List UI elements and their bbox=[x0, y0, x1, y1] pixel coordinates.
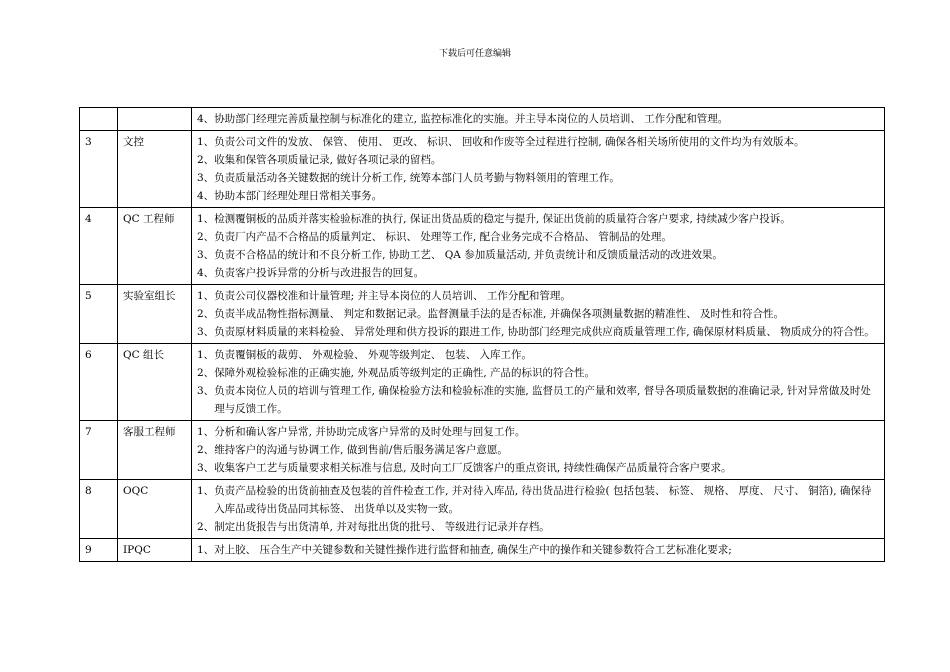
duty-item bbox=[197, 228, 879, 246]
duty-item bbox=[197, 441, 879, 459]
duty-number: 1、 bbox=[197, 213, 215, 225]
header-note: 下载后可任意编辑 bbox=[438, 49, 511, 59]
duty-number: 1、 bbox=[197, 426, 215, 438]
role-name: 文控 bbox=[118, 131, 192, 208]
role-name bbox=[118, 108, 192, 131]
duty-text: 保障外观检验标准的正确实施, 外观品质等级判定的正确性, 产品的标识的符合性。 bbox=[214, 367, 596, 379]
table-row bbox=[80, 539, 885, 562]
duty-item bbox=[197, 169, 879, 187]
duty-list bbox=[192, 539, 885, 562]
row-number: 4 bbox=[80, 208, 118, 285]
duty-number: 3、 bbox=[197, 462, 215, 474]
duty-number: 3、 bbox=[197, 326, 215, 338]
duty-number: 4、 bbox=[197, 267, 215, 279]
row-number bbox=[80, 108, 118, 131]
row-number: 8 bbox=[80, 480, 118, 539]
role-name: QC 组长 bbox=[118, 344, 192, 421]
duty-list bbox=[192, 108, 885, 131]
duty-item bbox=[197, 364, 879, 382]
table-row bbox=[80, 344, 885, 421]
duty-item bbox=[197, 133, 879, 151]
duty-item bbox=[197, 382, 879, 418]
duty-number: 1、 bbox=[197, 544, 215, 556]
duty-text: 协助本部门经理处理日常相关事务。 bbox=[214, 190, 383, 202]
duty-item bbox=[197, 323, 879, 341]
duty-text: 维持客户的沟通与协调工作, 做到售前/售后服务满足客户意愿。 bbox=[214, 444, 508, 456]
duty-text: 制定出货报告与出货清单, 并对每批出货的批号、 等级进行记录并存档。 bbox=[214, 521, 550, 533]
table-row bbox=[80, 285, 885, 344]
duty-list bbox=[192, 131, 885, 208]
duty-item bbox=[197, 210, 879, 228]
duty-number: 3、 bbox=[197, 385, 215, 397]
role-name: 实验室组长 bbox=[118, 285, 192, 344]
duty-number: 4、 bbox=[197, 113, 215, 125]
row-number: 3 bbox=[80, 131, 118, 208]
duty-list bbox=[192, 344, 885, 421]
duty-text: 负责原材料质量的来料检验、 异常处理和供方投诉的跟进工作, 协助部门经理完成供应商质量管理工作, 确保原材料质量、 物质成分的符合性。 bbox=[214, 326, 875, 338]
duty-text: 负责产品检验的出货前抽查及包装的首件检查工作, 并对待入库品, 待出货品进行检验( 包括包装、 标签、 规格、 厚度、 尺寸、 铜箔), 确保待入库品或待出货品同其标签、 出货单以及实物一致。 bbox=[214, 485, 872, 515]
duty-number: 2、 bbox=[197, 308, 215, 320]
table-row bbox=[80, 421, 885, 480]
duty-item bbox=[197, 305, 879, 323]
table-row bbox=[80, 480, 885, 539]
duty-text: 负责半成品物性指标测量、 判定和数据记录。监督测量手法的是否标准, 并确保各项测量数据的精准性、 及时性和符合性。 bbox=[214, 308, 785, 320]
duty-text: 负责公司文件的发放、 保管、 使用、 更改、 标识、 回收和作废等全过程进行控制, 确保各相关场所使用的文件均为有效版本。 bbox=[214, 136, 805, 148]
duty-item bbox=[197, 482, 879, 518]
table-row bbox=[80, 108, 885, 131]
role-name: OQC bbox=[118, 480, 192, 539]
duty-number: 3、 bbox=[197, 172, 215, 184]
duty-number: 2、 bbox=[197, 367, 215, 379]
duty-list bbox=[192, 208, 885, 285]
duty-item bbox=[197, 541, 879, 559]
duty-number: 4、 bbox=[197, 190, 215, 202]
duty-item bbox=[197, 110, 879, 128]
duty-item bbox=[197, 423, 879, 441]
duty-text: 负责本岗位人员的培训与管理工作, 确保检验方法和检验标准的实施, 监督员工的产量和效率, 督导各项质量数据的准确记录, 针对异常做及时处理与反馈工作。 bbox=[214, 385, 871, 415]
duty-item bbox=[197, 518, 879, 536]
duty-item bbox=[197, 287, 879, 305]
duty-item bbox=[197, 346, 879, 364]
duty-item bbox=[197, 246, 879, 264]
duty-number: 2、 bbox=[197, 521, 215, 533]
duty-item bbox=[197, 459, 879, 477]
duty-text: 收集和保管各项质量记录, 做好各项记录的留档。 bbox=[214, 154, 442, 166]
duty-text: 负责覆铜板的裁剪、 外观检验、 外观等级判定、 包装、 入库工作。 bbox=[214, 349, 533, 361]
duty-text: 负责不合格品的统计和不良分析工作, 协助工艺、 QA 参加质量活动, 并负责统计和反馈质量活动的改进效果。 bbox=[214, 249, 723, 261]
duty-text: 检测覆铜板的品质并落实检验标准的执行, 保证出货品质的稳定与提升, 保证出货前的质量符合客户要求, 持续减少客户投诉。 bbox=[214, 213, 791, 225]
duties-table bbox=[79, 107, 885, 562]
duty-list bbox=[192, 480, 885, 539]
duty-item bbox=[197, 151, 879, 169]
duty-list bbox=[192, 421, 885, 480]
duty-number: 1、 bbox=[197, 290, 215, 302]
duty-number: 2、 bbox=[197, 444, 215, 456]
duty-item bbox=[197, 264, 879, 282]
row-number: 6 bbox=[80, 344, 118, 421]
duty-item bbox=[197, 187, 879, 205]
duties-table-body bbox=[80, 108, 885, 562]
table-row bbox=[80, 131, 885, 208]
table-row bbox=[80, 208, 885, 285]
row-number: 7 bbox=[80, 421, 118, 480]
duty-number: 3、 bbox=[197, 249, 215, 261]
duty-text: 负责质量活动各关键数据的统计分析工作, 统筹本部门人员考勤与物料领用的管理工作。 bbox=[214, 172, 620, 184]
duty-text: 收集客户工艺与质量要求相关标准与信息, 及时向工厂反馈客户的重点资讯, 持续性确保产品质量符合客户要求。 bbox=[214, 462, 732, 474]
duty-list bbox=[192, 285, 885, 344]
duty-text: 负责公司仪器校准和计量管理; 并主导本岗位的人员培训、 工作分配和管理。 bbox=[214, 290, 571, 302]
duty-text: 负责厂内产品不合格品的质量判定、 标识、 处理等工作, 配合业务完成不合格品、 管制品的处理。 bbox=[214, 231, 672, 243]
duty-text: 负责客户投诉异常的分析与改进报告的回复。 bbox=[214, 267, 425, 279]
duty-text: 对上胶、 压合生产中关键参数和关键性操作进行监督和抽查, 确保生产中的操作和关键参数符合工艺标准化要求; bbox=[214, 544, 732, 556]
role-name: IPQC bbox=[118, 539, 192, 562]
row-number: 5 bbox=[80, 285, 118, 344]
role-name: QC 工程师 bbox=[118, 208, 192, 285]
row-number: 9 bbox=[80, 539, 118, 562]
duty-number: 2、 bbox=[197, 231, 215, 243]
duty-number: 2、 bbox=[197, 154, 215, 166]
duty-text: 分析和确认客户异常, 并协助完成客户异常的及时处理与回复工作。 bbox=[214, 426, 526, 438]
duty-text: 协助部门经理完善质量控制与标准化的建立, 监控标准化的实施。并主导本岗位的人员培训、 工作分配和管理。 bbox=[214, 113, 729, 125]
duty-number: 1、 bbox=[197, 485, 215, 497]
duty-number: 1、 bbox=[197, 349, 215, 361]
role-name: 客服工程师 bbox=[118, 421, 192, 480]
duty-number: 1、 bbox=[197, 136, 215, 148]
